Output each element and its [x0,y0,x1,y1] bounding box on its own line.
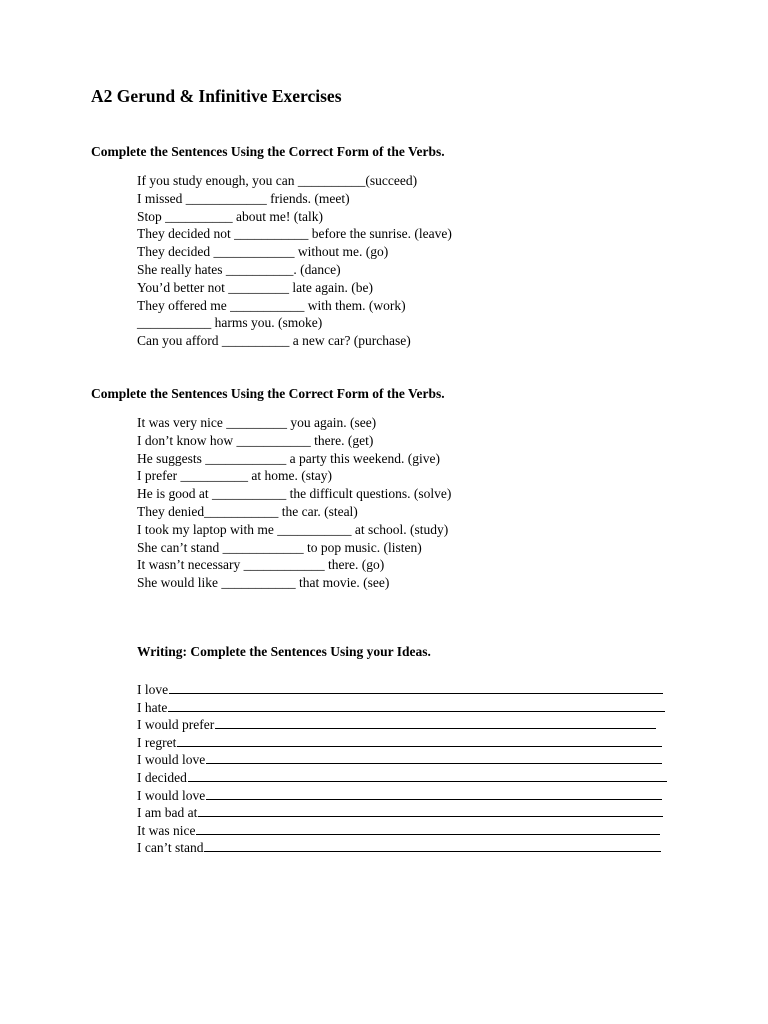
writing-row [137,821,667,839]
item-text: They decided ____________ without me. (go) [137,244,389,260]
answer-line[interactable] [215,715,656,729]
item-text: They denied___________ the car. (steal) [137,503,358,519]
item-text: He is good at ___________ the difficult questions. (solve) [137,486,452,502]
item-text: If you study enough, you can __________(succeed) [137,173,418,188]
answer-line[interactable] [177,733,662,747]
item-text: She would like ___________ that movie. (see) [137,575,390,591]
item-text: It was very nice _________ you again. (see) [137,415,377,430]
writing-row [137,768,667,786]
answer-line[interactable] [198,803,663,817]
writing-row [137,733,667,751]
item-text: They decided not ___________ before the sunrise. (leave) [137,226,452,242]
item-text: I took my laptop with me ___________ at school. (study) [137,521,449,537]
section-1-heading: Complete the Sentences Using the Correct Form of the Verbs. [91,144,445,159]
answer-line[interactable] [204,838,661,852]
answer-line[interactable] [169,680,663,694]
item-text: He suggests ____________ a party this weekend. (give) [137,450,440,466]
writing-row [137,698,667,716]
answer-line[interactable] [206,750,662,764]
writing-row [137,786,667,804]
section-3-heading: Writing: Complete the Sentences Using your Ideas. [137,644,431,659]
answer-line[interactable] [206,786,662,800]
item-text: I prefer __________ at home. (stay) [137,468,332,484]
answer-line[interactable] [196,821,660,835]
writing-row [137,715,667,733]
writing-prompt: I would prefer [137,717,215,733]
writing-prompt: I regret [137,734,177,750]
writing-row [137,680,667,698]
writing-row [137,838,667,856]
item-text: ___________ harms you. (smoke) [137,315,323,331]
item-text: She can’t stand ____________ to pop music. (listen) [137,539,422,555]
writing-row [137,803,667,821]
writing-prompt: I decided [137,769,187,785]
item-text: They offered me ___________ with them. (work) [137,297,406,313]
item-text: She really hates __________. (dance) [137,261,341,277]
answer-line[interactable] [188,768,667,782]
writing-prompt: I would love [137,752,206,768]
writing-prompt: I would love [137,787,206,803]
item-text: You’d better not _________ late again. (be) [137,279,373,295]
writing-prompt: I hate [137,699,168,715]
writing-prompt: I love [137,682,169,697]
item-text: I missed ____________ friends. (meet) [137,190,350,206]
page-title: A2 Gerund & Infinitive Exercises [91,86,342,106]
writing-row [137,750,667,768]
section-2-heading: Complete the Sentences Using the Correct Form of the Verbs. [91,386,445,401]
item-text: Can you afford __________ a new car? (purchase) [137,333,411,349]
writing-prompt: I am bad at [137,805,198,821]
item-text: Stop __________ about me! (talk) [137,208,323,224]
item-text: I don’t know how ___________ there. (get) [137,432,374,448]
item-text: It wasn’t necessary ____________ there. (go) [137,557,385,573]
writing-prompts [137,680,667,856]
writing-prompt: It was nice [137,822,196,838]
writing-prompt: I can’t stand [137,840,204,856]
answer-line[interactable] [168,698,665,712]
